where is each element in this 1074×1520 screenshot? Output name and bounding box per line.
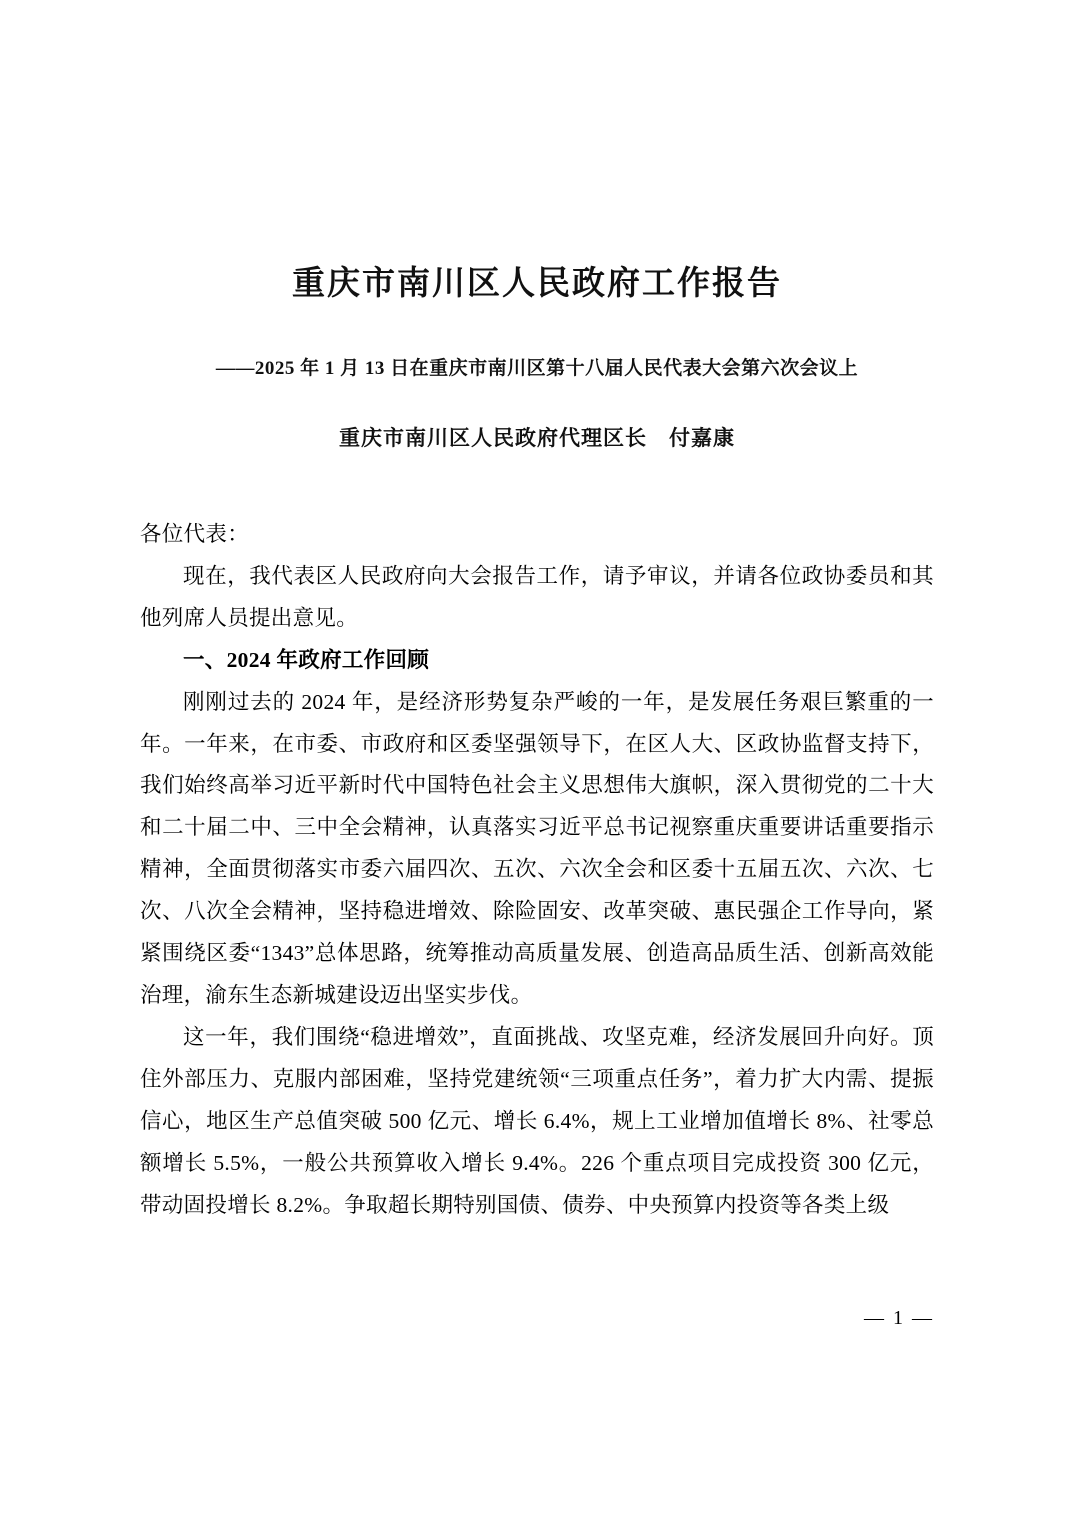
document-byline: 重庆市南川区人民政府代理区长 付嘉康: [339, 425, 735, 450]
page-title: 重庆市南川区人民政府工作报告: [292, 263, 782, 302]
section-heading: 一、2024 年政府工作回顾: [183, 647, 430, 672]
document-subtitle: ——2025 年 1 月 13 日在重庆市南川区第十八届人民代表大会第六次会议上: [215, 357, 859, 379]
paragraph: 刚刚过去的 2024 年，是经济形势复杂严峻的一年，是发展任务艰巨繁重的一年。一年来，在市委、市政府和区委坚强领导下，在区人大、区政协监督支持下，我们始终高举习近平新时代中国特色社会主义思想伟大旗帜，深入贯彻党的二十大和二十届二中、三中全会精神，认真落实习近平总书记视察重庆重要讲话重要指示精神，全面贯彻落实市委六届四次、五次、六次全会和区委十五届五次、六次、七次、八次全会精神，坚持稳进增效、除险固安、改革突破、惠民强企工作导向，紧紧围绕区委“1343”总体思路，统筹推动高质量发展、创造高品质生活、创新高效能治理，渝东生态新城建设迈出坚实步伐。: [140, 689, 934, 1008]
paragraph: 这一年，我们围绕“稳进增效”，直面挑战、攻坚克难，经济发展回升向好。顶住外部压力、克服内部困难，坚持党建统领“三项重点任务”，着力扩大内需、提振信心，地区生产总值突破 500 亿元、增长 6.4%，规上工业增加值增长 8%、社零总额增长 5.5%，一般公共预算收入增长 9.4%。226 个重点项目完成投资 300 亿元，带动固投增长 8.2%。争取超长期特别国债、债券、中央预算内投资等各类上级: [140, 1024, 934, 1217]
salutation: 各位代表：: [140, 521, 250, 546]
paragraph: 现在，我代表区人民政府向大会报告工作，请予审议，并请各位政协委员和其他列席人员提出意见。: [140, 563, 934, 630]
page-content: [140, 0, 934, 1227]
page-number: — 1 —: [864, 1307, 934, 1329]
